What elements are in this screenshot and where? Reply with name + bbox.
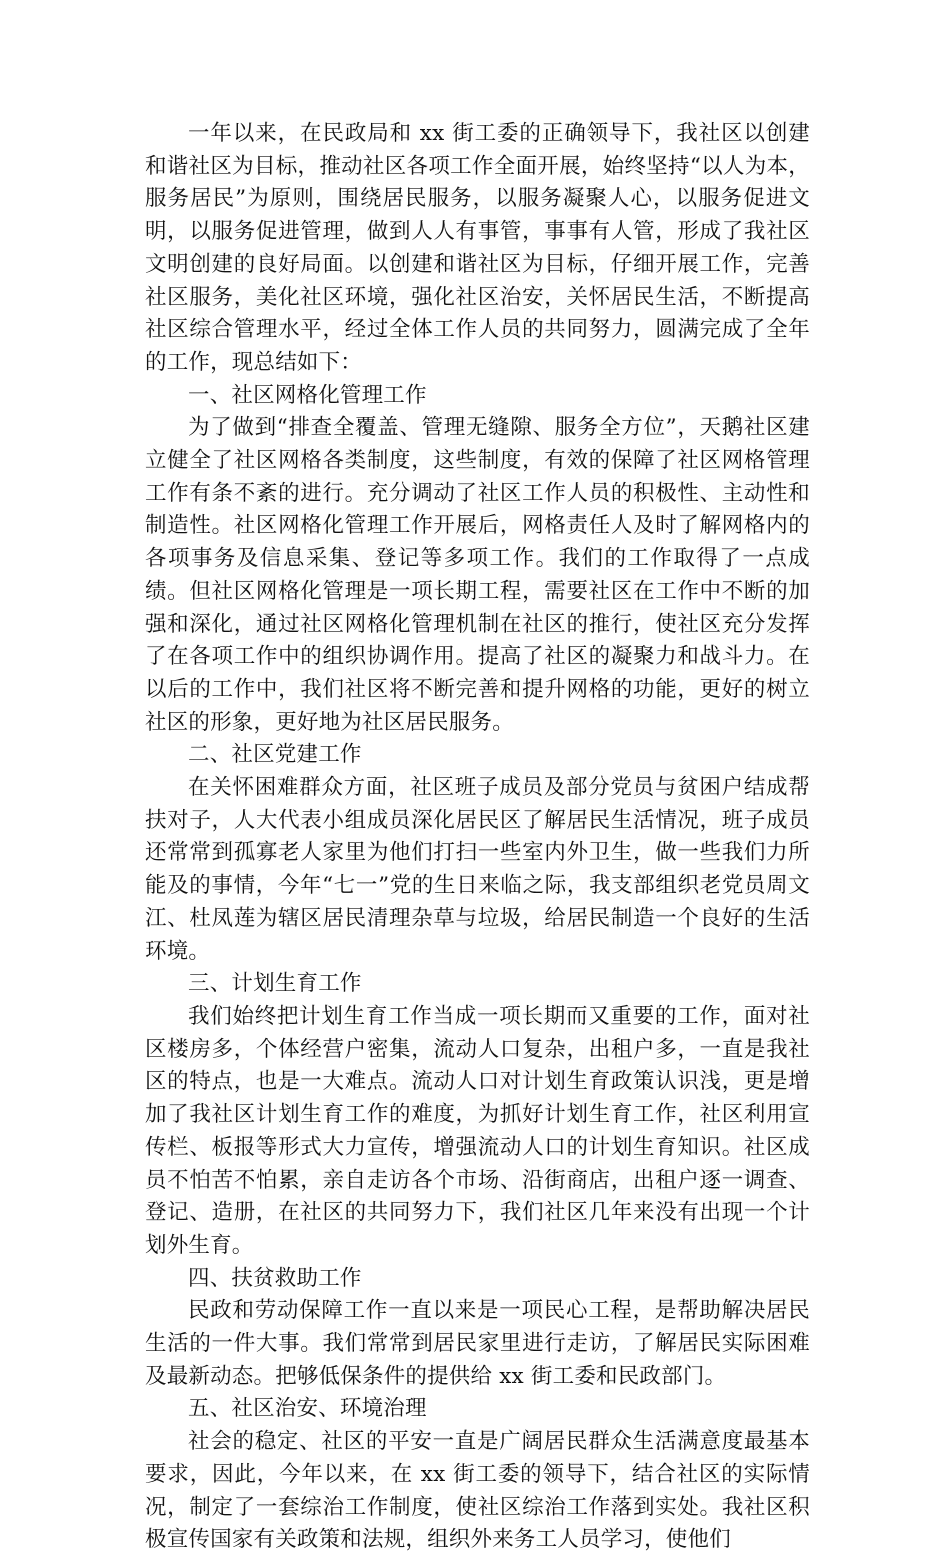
section-body-family-planning: 我们始终把计划生育工作当成一项长期而又重要的工作，面对社区楼房多，个体经营户密集，流动人口复杂，出租户多，一直是我社区的特点，也是一大难点。流动人口对计划生育政策认识浅，更是增加了我社区计划生育工作的难度，为抓好计划生育工作，社区利用宣传栏、板报等形式大力宣传，增强流动人口的计划生育知识。社区成员不怕苦不怕累，亲自走访各个市场、沿街商店，出租户逐一调查、登记、造册，在社区的共同努力下，我们社区几年来没有出现一个计划外生育。	[145, 1003, 810, 1258]
section-body-party-building: 在关怀困难群众方面，社区班子成员及部分党员与贫困户结成帮扶对子，人大代表小组成员深化居民区了解居民生活情况，班子成员还常常到孤寡老人家里为他们打扫一些室内外卫生，做一些我们力所能及的事情，今年“七一”党的生日来临之际，我支部组织老党员周文江、杜凤莲为辖区居民清理杂草与垃圾，给居民制造一个良好的生活环境。	[145, 775, 810, 964]
section-heading-party-building: 二、社区党建工作	[188, 742, 362, 768]
section-body-grid-management: 为了做到“排查全覆盖、管理无缝隙、服务全方位”，天鹅社区建立健全了社区网格各类制度，这些制度，有效的保障了社区网格管理工作有条不紊的进行。充分调动了社区工作人员的积极性、主动性和制造性。社区网格化管理工作开展后，网格责任人及时了解网格内的各项事务及信息采集、登记等多项工作。我们的工作取得了一点成绩。但社区网格化管理是一项长期工程，需要社区在工作中不断的加强和深化，通过社区网格化管理机制在社区的推行，使社区充分发挥了在各项工作中的组织协调作用。提高了社区的凝聚力和战斗力。在以后的工作中，我们社区将不断完善和提升网格的功能，更好的树立社区的形象，更好地为社区居民服务。	[145, 415, 810, 735]
section-body-security-environment: 社会的稳定、社区的平安一直是广阔居民群众生活满意度最基本要求，因此，今年以来，在 xx 街工委的领导下，结合社区的实际情况，制定了一套综治工作制度，使社区综治工作落到实处。我社区积极宣传国家有关政策和法规，组织外来务工人员学习，使他们	[145, 1429, 810, 1553]
document-body	[145, 118, 810, 1557]
section-heading-security-environment: 五、社区治安、环境治理	[188, 1396, 427, 1422]
section-heading-grid-management: 一、社区网格化管理工作	[188, 382, 427, 408]
section-heading-family-planning: 三、计划生育工作	[188, 971, 362, 997]
section-heading-poverty-relief: 四、扶贫救助工作	[188, 1265, 362, 1291]
section-body-poverty-relief: 民政和劳动保障工作一直以来是一项民心工程，是帮助解决居民生活的一件大事。我们常常到居民家里进行走访，了解居民实际困难及最新动态。把够低保条件的提供给 xx 街工委和民政部门。	[145, 1298, 810, 1389]
intro-paragraph: 一年以来，在民政局和 xx 街工委的正确领导下，我社区以创建和谐社区为目标，推动社区各项工作全面开展，始终坚持“以人为本，服务居民”为原则，围绕居民服务，以服务凝聚人心，以服务促进文明，以服务促进管理，做到人人有事管，事事有人管，形成了我社区文明创建的良好局面。以创建和谐社区为目标，仔细开展工作，完善社区服务，美化社区环境，强化社区治安，关怀居民生活，不断提高社区综合管理水平，经过全体工作人员的共同努力，圆满完成了全年的工作，现总结如下：	[145, 121, 810, 375]
